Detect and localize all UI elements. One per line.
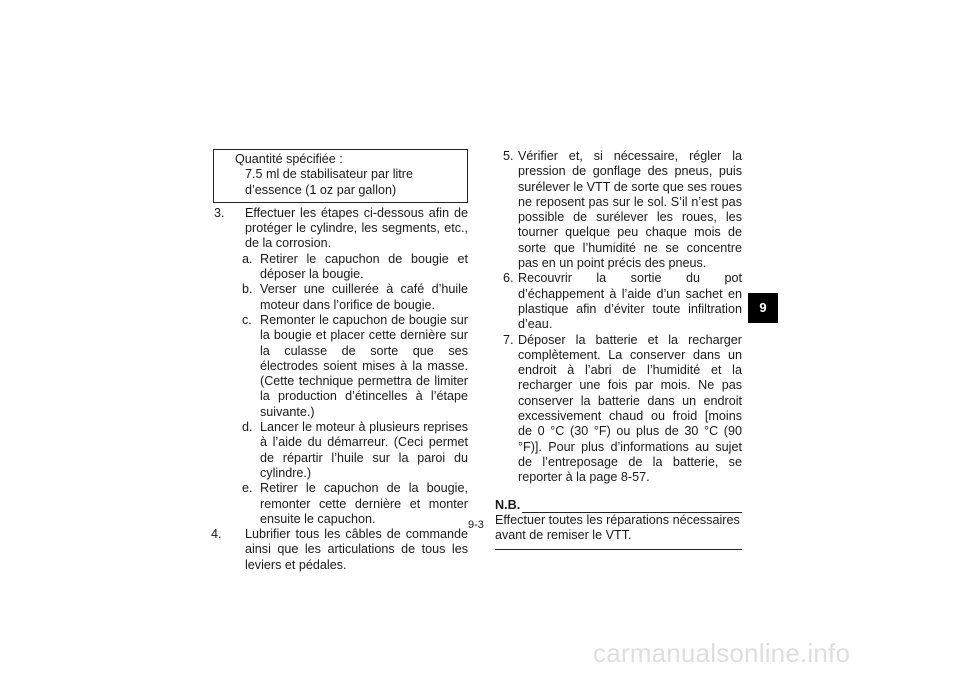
- substep-letter: c.: [242, 312, 252, 327]
- substep-d: [242, 420, 468, 481]
- substep-letter: d.: [242, 420, 253, 435]
- left-step-list: [211, 206, 468, 573]
- step-6: [495, 271, 742, 332]
- page-number: 9-3: [468, 519, 484, 531]
- substep-letter: e.: [242, 481, 253, 496]
- substep-b: [242, 282, 468, 313]
- specified-quantity-box: [213, 149, 468, 203]
- watermark: carmanualsonline.info: [593, 638, 851, 668]
- substep-c: [242, 313, 468, 420]
- substep-text: Verser une cuillerée à café d’huile moteur dans l’orifice de bougie.: [260, 282, 468, 312]
- step-text: Recouvrir la sortie du pot d’échappement à l’aide d’un sachet en plastique afin d’éviter toute infiltration d’eau.: [518, 271, 742, 332]
- step-5: [495, 149, 742, 271]
- note-bottom-rule: [495, 549, 742, 550]
- step-3-substeps: [242, 252, 468, 527]
- substep-text: Retirer le capuchon de la bougie, remonter cette dernière et monter ensuite le capuchon.: [260, 481, 468, 526]
- note-header: [495, 498, 742, 513]
- substep-text: Retirer le capuchon de bougie et déposer la bougie.: [260, 251, 468, 282]
- step-text: Déposer la batterie et la recharger complètement. La conserver dans un endroit à l’abri de l’humidité et la recharger une fois par mois. Ne pas conserver la batterie dans un endroit excessivement chaud ou froid [moins de 0 °C (30 °F) ou plus de 30 °C (90 °F)]. Pour plus d’informations au sujet de l’entreposage de la batterie, se reporter à la page 8-57.: [518, 332, 742, 485]
- right-step-list: [495, 149, 742, 486]
- note-label: N.B.: [495, 497, 521, 512]
- note-text: Effectuer toutes les réparations nécessaires avant de remiser le VTT.: [495, 512, 740, 543]
- chapter-tab: 9: [748, 293, 778, 323]
- step-number: 4.: [211, 527, 222, 542]
- step-7: [495, 333, 742, 486]
- step-4: [211, 527, 468, 573]
- step-number: 6.: [503, 271, 514, 286]
- step-number: 7.: [503, 332, 514, 347]
- note-top-rule: [522, 503, 742, 513]
- substep-letter: b.: [242, 282, 253, 297]
- step-number: 3.: [214, 205, 225, 220]
- step-text: Effectuer les étapes ci-dessous afin de protéger le cylindre, les segments, etc., de la corrosion.: [245, 205, 468, 251]
- substep-text: Lancer le moteur à plusieurs reprises à l’aide du démarreur. (Ceci permet de répartir l’huile sur la paroi du cylindre.): [260, 420, 468, 480]
- step-number: 5.: [503, 149, 514, 163]
- left-column: [211, 149, 468, 573]
- right-column: [495, 149, 742, 550]
- spec-label: Quantité spécifiée :: [235, 152, 343, 166]
- substep-a: [242, 252, 468, 283]
- step-text: Vérifier et, si nécessaire, régler la pression de gonflage des pneus, puis surélever le VTT de sorte que ses roues ne reposent pas sur le sol. S’il n’est pas possible de surélever les roues, les tourner quelque peu chaque mois de sorte que l’humidité ne se concentre pas en un point précis des pneus.: [518, 149, 742, 271]
- substep-e: [242, 481, 468, 527]
- spec-value: 7.5 ml de stabilisateur par litre d’essence (1 oz par gallon): [245, 167, 413, 197]
- substep-text: Remonter le capuchon de bougie sur la bougie et placer cette dernière sur la culasse de sorte que ses électrodes soient mises à la masse. (Cette technique permettra de limiter la production d’étincelles à l’étape suivante.): [260, 312, 468, 419]
- step-3: [214, 206, 468, 252]
- substep-letter: a.: [242, 251, 253, 266]
- step-text: Lubrifier tous les câbles de commande ainsi que les articulations de tous les leviers et pédales.: [245, 527, 468, 572]
